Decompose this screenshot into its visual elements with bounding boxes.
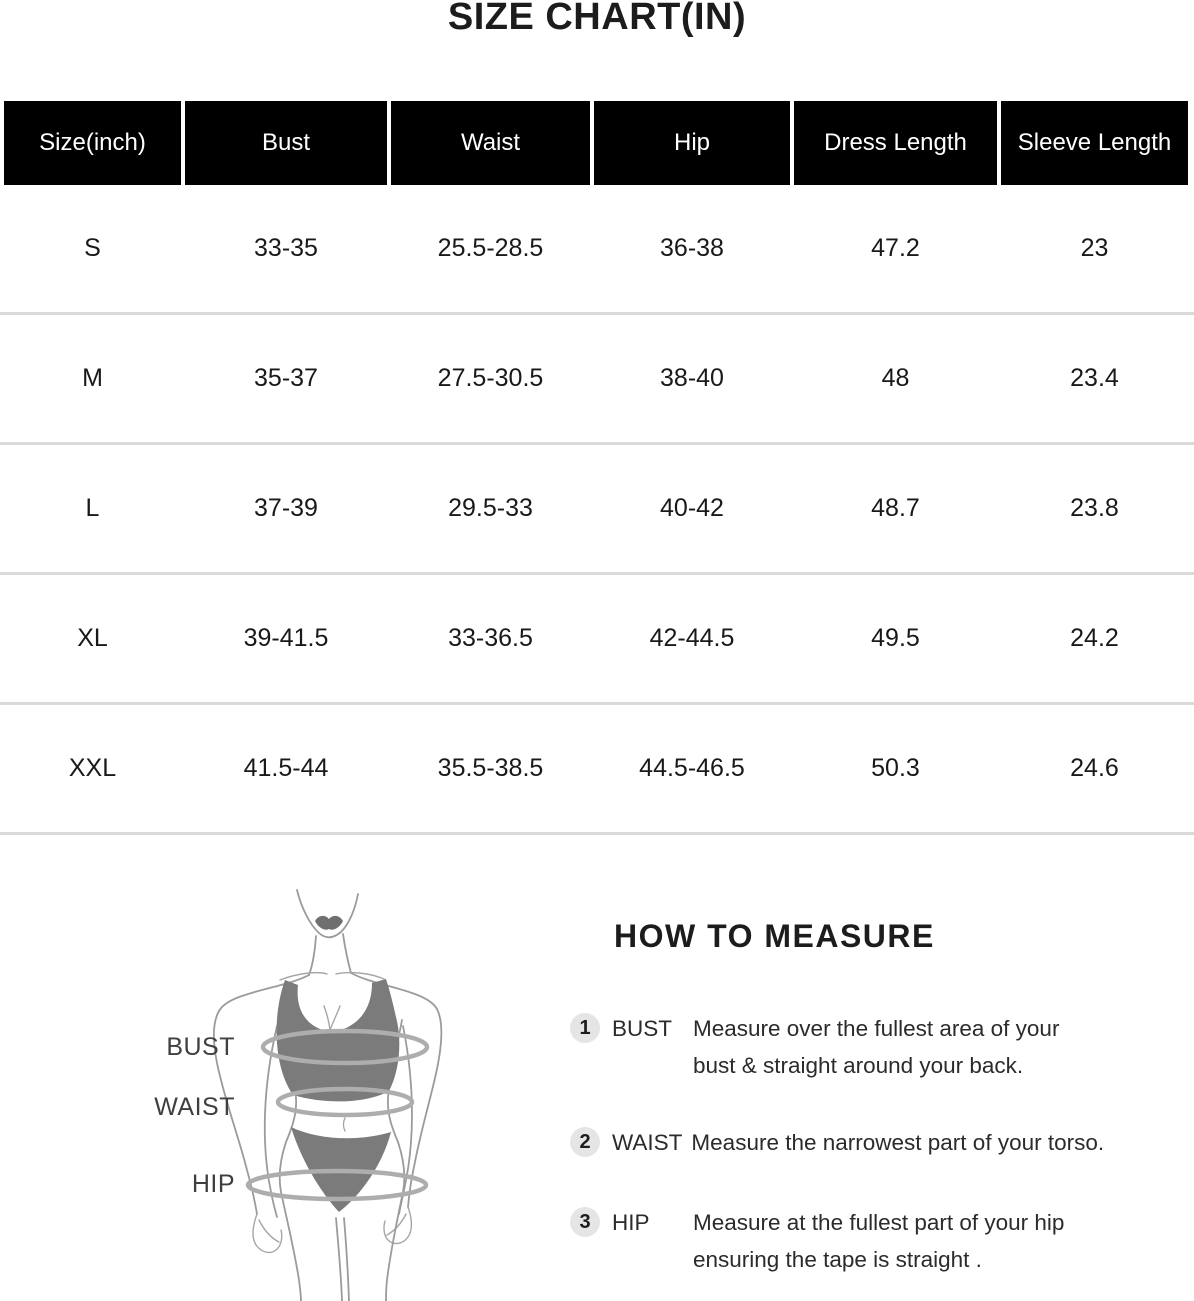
cleavage-lines — [324, 1006, 340, 1030]
table-cell: 48 — [881, 364, 910, 392]
table-header-cell: Hip — [594, 101, 790, 185]
left-leg-outline — [280, 1142, 301, 1301]
table-header-cell: Sleeve Length — [1001, 101, 1188, 185]
table-cell-size: XXL — [68, 754, 117, 782]
table-cell: 50.3 — [871, 754, 920, 782]
table-cell: 35-37 — [254, 364, 318, 392]
table-cell: 33-35 — [254, 234, 318, 262]
howto-title: HOW TO MEASURE — [614, 918, 935, 954]
table-cell: 40-42 — [660, 494, 724, 522]
table-cell: 23.4 — [1070, 364, 1119, 392]
right-hand — [384, 1207, 411, 1244]
step-number-badge: 2 — [570, 1127, 600, 1157]
figure-bust-label: BUST — [166, 1033, 235, 1061]
table-cell: 35.5-38.5 — [437, 754, 544, 782]
table-row — [0, 185, 1194, 315]
step-body — [612, 1204, 1064, 1278]
figure-hip-label: HIP — [191, 1170, 235, 1198]
table-header-cell: Size(inch) — [4, 101, 181, 185]
step-body — [612, 1124, 1104, 1161]
table-cell: 41.5-44 — [243, 754, 329, 782]
table-cell: 42-44.5 — [649, 624, 735, 652]
step-text: Measure at the fullest part of your hip ensuring the tape is straight . — [693, 1210, 1065, 1272]
table-cell: 23.8 — [1070, 494, 1119, 522]
table-cell: 37-39 — [254, 494, 318, 522]
left-hand — [253, 1214, 282, 1252]
table-row — [0, 445, 1194, 575]
table-cell: 29.5-33 — [448, 494, 533, 522]
table-cell: 33-36.5 — [448, 624, 533, 652]
table-cell: 25.5-28.5 — [437, 234, 544, 262]
table-cell: 48.7 — [871, 494, 920, 522]
step-number-badge: 1 — [570, 1013, 600, 1043]
howto-step — [570, 1124, 1104, 1161]
face-outline — [297, 890, 358, 937]
table-row — [0, 575, 1194, 705]
inner-thigh-lines — [336, 1218, 349, 1301]
step-text: Measure the narrowest part of your torso. — [691, 1130, 1105, 1155]
table-cell: 44.5-46.5 — [639, 754, 745, 782]
table-cell: 27.5-30.5 — [437, 364, 544, 392]
navel-mark — [344, 1118, 346, 1131]
step-body — [612, 1010, 1059, 1084]
howto-step — [570, 1204, 1064, 1278]
table-cell: 38-40 — [660, 364, 724, 392]
lips-icon — [315, 916, 343, 930]
neck-outline — [309, 934, 351, 975]
step-label: BUST — [612, 1016, 673, 1041]
table-header-cell: Dress Length — [794, 101, 997, 185]
table-cell: 24.2 — [1070, 624, 1119, 652]
table-cell: 47.2 — [871, 234, 920, 262]
table-row — [0, 315, 1194, 445]
table-body — [0, 185, 1194, 835]
figure-waist-label: WAIST — [154, 1093, 235, 1121]
step-number-badge: 3 — [570, 1207, 600, 1237]
table-row — [0, 705, 1194, 835]
table-cell: 23 — [1080, 234, 1109, 262]
collarbone-lines — [280, 973, 384, 980]
step-label: HIP — [612, 1210, 650, 1235]
shoulder-outline — [219, 973, 437, 1011]
table-header-cell: Waist — [391, 101, 590, 185]
step-text: Measure over the fullest area of your bust & straight around your back. — [693, 1016, 1060, 1078]
crop-top-garment — [277, 979, 400, 1101]
table-cell: 24.6 — [1070, 754, 1119, 782]
howto-step — [570, 1010, 1059, 1084]
table-cell: 36-38 — [660, 234, 724, 262]
table-cell-size: S — [84, 234, 101, 262]
table-cell-size: L — [85, 494, 100, 522]
table-cell: 39-41.5 — [243, 624, 329, 652]
table-cell: 49.5 — [871, 624, 920, 652]
body-measurement-illustration — [130, 880, 550, 1301]
table-header-row — [4, 101, 1188, 185]
page-title: SIZE CHART(IN) — [447, 0, 747, 38]
table-cell-size: M — [82, 364, 103, 392]
table-header-cell: Bust — [185, 101, 387, 185]
table-cell-size: XL — [77, 624, 108, 652]
step-label: WAIST — [612, 1130, 683, 1155]
